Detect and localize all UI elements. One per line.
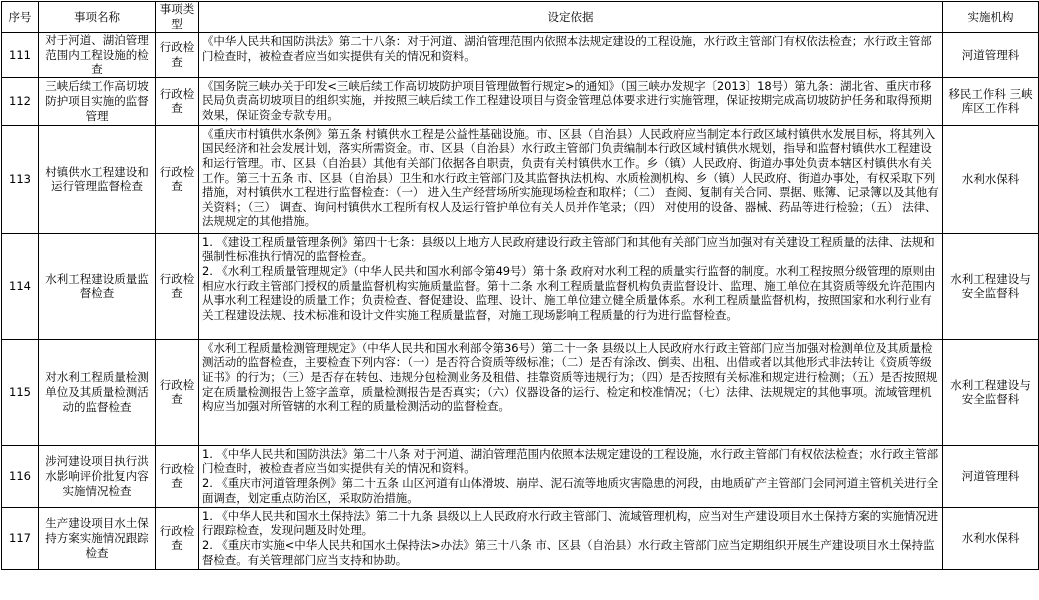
row-agency: 河道管理科 <box>943 33 1039 78</box>
row-name: 三峡后续工作高切坡防护项目实施的监督管理 <box>39 77 156 125</box>
row-index: 117 <box>2 507 39 569</box>
row-type: 行政检查 <box>156 77 199 125</box>
basis-paragraph: 《水利工程质量检测管理规定》（中华人民共和国水利部令第36号）第二十一条 县级以上人民政府水行政主管部门应当加强对检测单位及其质量检测活动的监督检查，主要检查下列内容：（一）是否符合资质等级标准；（二）是否有涂改、倒卖、出租、出借或者以其他形式非法转让《资质等级证书》的行为；（三）是否存在转包、违规分包检测业务及租借、挂靠资质等违规行为；（四）是否按照有关标准和规定进行检测；（五）是否按照规定在质量检测报告上签字盖章，质量检测报告是否真实；（六）仪器设备的运行、检定和校准情况；（七）法律、法规规定的其他事项。流域管理机构应当加强对所管辖的水利工程的质量检测活动的监督检查。 <box>202 340 938 414</box>
table-row <box>2 445 1039 507</box>
basis-paragraph: 《国务院三峡办关于印发<三峡后续工作高切坡防护项目管理做暂行规定>的通知》（国三峡办发规字〔2013〕18号）第九条：湖北省、重庆市移民局负责高切坡项目的组织实施，并按照三峡后续工作工程建设项目与资金管理总体要求进行实施管理，保证按期完成高切坡防护任务和取得预期效果，保证资金专款专用。 <box>202 78 932 122</box>
table-row <box>2 233 1039 339</box>
row-basis <box>199 339 943 445</box>
row-agency: 移民工作科 三峡库区工作科 <box>943 77 1039 125</box>
row-name: 水利工程建设质量监督检查 <box>39 233 156 339</box>
table-row <box>2 125 1039 233</box>
table-row <box>2 339 1039 445</box>
table-row <box>2 507 1039 569</box>
row-type: 行政检查 <box>156 339 199 445</box>
basis-paragraph: 1. 《中华人民共和国防洪法》第二十八条 对于河道、湖泊管理范围内依照本法规定建设的工程设施，水行政主管部门有权依法检查；水行政主管部门检查时，被检查者应当如实提供有关的情况和资料。 <box>202 446 939 476</box>
row-basis <box>199 77 943 125</box>
table-row <box>2 77 1039 125</box>
row-name: 生产建设项目水土保持方案实施情况跟踪检查 <box>39 507 156 569</box>
row-agency: 水利水保科 <box>943 125 1039 233</box>
row-type: 行政检查 <box>156 507 199 569</box>
row-name: 对于河道、湖泊管理范围内工程设施的检查 <box>39 33 156 78</box>
row-index: 115 <box>2 339 39 445</box>
row-index: 111 <box>2 33 39 78</box>
basis-paragraph: 2. 《重庆市实施<中华人民共和国水土保持法>办法》第三十八条 市、区县（自治县）水行政主管部门应当定期组织开展生产建设项目水土保持监督检查。有关管理部门应当支持和协助。 <box>202 537 935 567</box>
row-type: 行政检查 <box>156 445 199 507</box>
row-agency: 水利工程建设与安全监督科 <box>943 339 1039 445</box>
items-table <box>1 1 1039 570</box>
row-name: 村镇供水工程建设和运行管理监督检查 <box>39 125 156 233</box>
row-index: 114 <box>2 233 39 339</box>
row-name: 对水利工程质量检测单位及其质量检测活动的监督检查 <box>39 339 156 445</box>
basis-paragraph: 1. 《建设工程质量管理条例》第四十七条：县级以上地方人民政府建设行政主管部门和其他有关部门应当加强对有关建设工程质量的法律、法规和强制性标准执行情况的监督检查。 <box>202 234 935 264</box>
row-type: 行政检查 <box>156 233 199 339</box>
basis-paragraph: 《重庆市村镇供水条例》第五条 村镇供水工程是公益性基础设施。市、区县（自治县）人民政府应当制定本行政区域村镇供水发展目标，将其列入国民经济和社会发展计划，落实所需资金。市、区县（自治县）水行政主管部门负责编制本行政区域村镇供水规划，指导和监督村镇供水工程建设和运行管理。市、区县（自治县）其他有关部门依据各自职责，负责有关村镇供水工作。乡（镇）人民政府、街道办事处负责本辖区村镇供水有关工作。第三十五条 市、区县（自治县）卫生和水行政主管部门及其监督执法机构、水质检测机构、乡（镇）人民政府、街道办事处，有权采取下列措施，对村镇供水工程进行监督检查：（一） 进入生产经营场所实施现场检查和取样；（二） 查阅、复制有关合同、票据、账簿、记录簿以及其他有关资料；（三） 调查、询问村镇供水工程所有权人及运行管护单位有关人员并作笔录；（四） 对使用的设备、器械、药品等进行检验；（五） 法律、法规规定的其他措施。 <box>202 126 939 229</box>
row-index: 112 <box>2 77 39 125</box>
row-type: 行政检查 <box>156 33 199 78</box>
row-basis <box>199 125 943 233</box>
row-basis <box>199 445 943 507</box>
row-agency: 水利水保科 <box>943 507 1039 569</box>
basis-paragraph: 2. 《重庆市河道管理条例》第二十五条 山区河道有山体滑坡、崩岸、泥石流等地质灾害隐患的河段，由地质矿产主管部门会同河道主管机关进行全面调查，划定重点防治区，采取防治措施。 <box>202 475 939 505</box>
header-name: 事项名称 <box>39 2 156 33</box>
header-row <box>2 2 1039 33</box>
row-basis <box>199 233 943 339</box>
row-index: 113 <box>2 125 39 233</box>
header-basis: 设定依据 <box>199 2 943 33</box>
header-type: 事项类型 <box>156 2 199 33</box>
row-agency: 河道管理科 <box>943 445 1039 507</box>
header-agency: 实施机构 <box>943 2 1039 33</box>
row-index: 116 <box>2 445 39 507</box>
row-basis <box>199 507 943 569</box>
header-index: 序号 <box>2 2 39 33</box>
row-agency: 水利工程建设与安全监督科 <box>943 233 1039 339</box>
basis-paragraph: 2. 《水利工程质量管理规定》（中华人民共和国水利部令第49号）第十条 政府对水利工程的质量实行监督的制度。水利工程按照分级管理的原则由相应水行政主管部门授权的质量监督机构实施质量监督。第十二条 水利工程质量监督机构负责监督设计、监理、施工单位在其资质等级允许范围内从事水利工程建设的质量工作；负责检查、督促建设、监理、设计、施工单位建立健全质量体系。水利工程质量监督机构，按照国家和水利行业有关工程建设法规、技术标准和设计文件实施工程质量监督，对施工现场影响工程质量的行为进行监督检查。 <box>202 263 936 322</box>
row-name: 涉河建设项目执行洪水影响评价批复内容实施情况检查 <box>39 445 156 507</box>
basis-paragraph: 1. 《中华人民共和国水土保持法》第二十九条 县级以上人民政府水行政主管部门、流域管理机构，应当对生产建设项目水土保持方案的实施情况进行跟踪检查，发现问题及时处理。 <box>202 508 939 538</box>
row-type: 行政检查 <box>156 125 199 233</box>
table-row <box>2 33 1039 78</box>
row-basis <box>199 33 943 78</box>
basis-paragraph: 《中华人民共和国防洪法》第二十八条：对于河道、湖泊管理范围内依照本法规定建设的工程设施，水行政主管部门有权依法检查；水行政主管部门检查时，被检查者应当如实提供有关的情况和资料。 <box>202 34 932 63</box>
